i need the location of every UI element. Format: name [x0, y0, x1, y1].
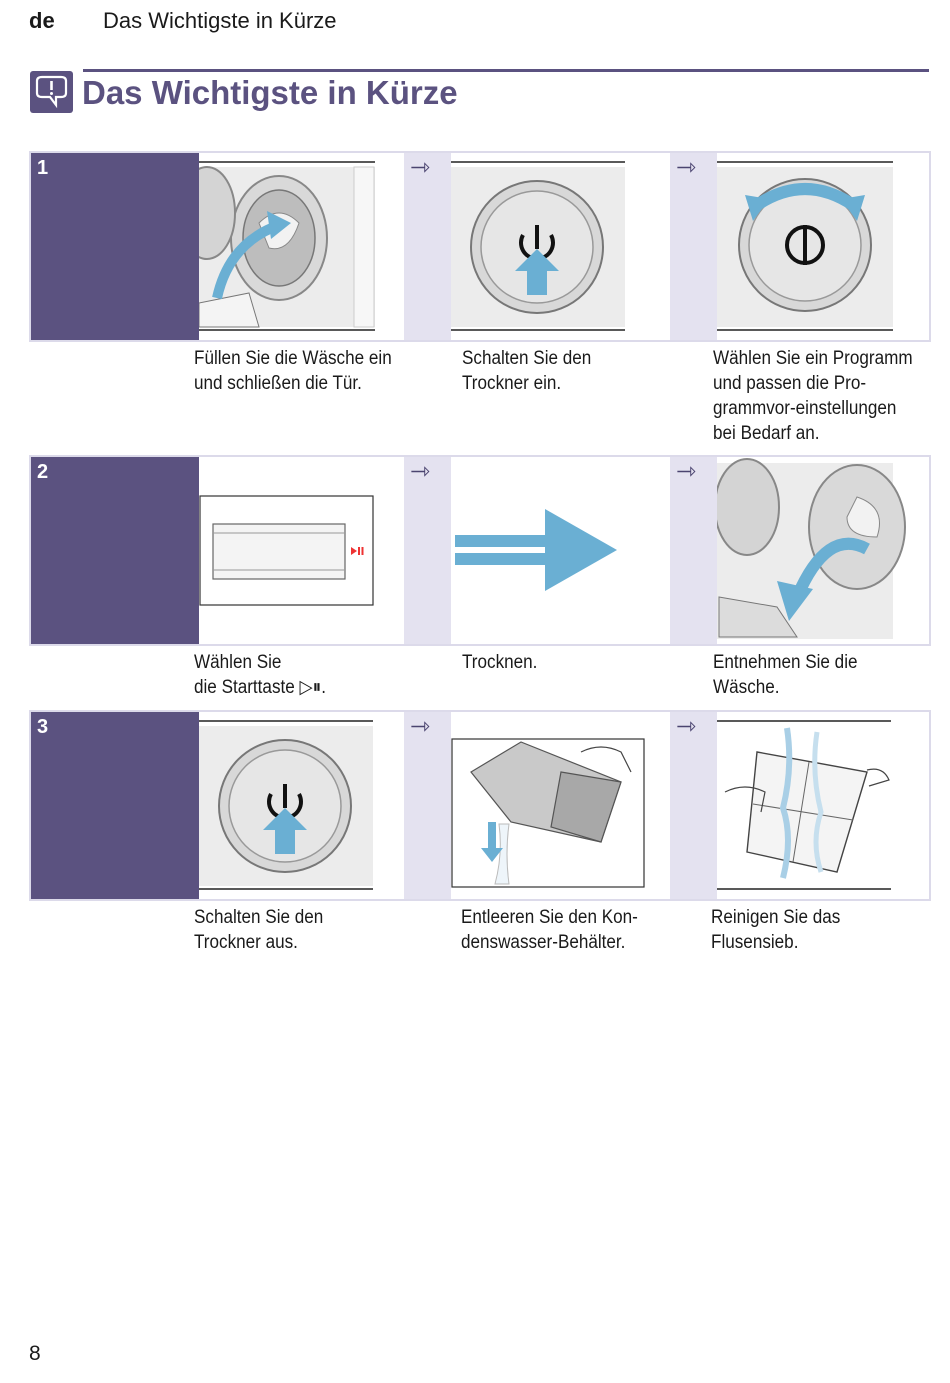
step-row-1: [29, 151, 931, 342]
illustration-start-button: [199, 457, 404, 644]
illustration-drying: [451, 457, 670, 644]
illustration-empty-water-container: [451, 712, 670, 899]
step-number-block: [31, 457, 199, 644]
caption-clean-fluff-filter: Reinigen Sie das Flusensieb.: [711, 907, 841, 953]
next-arrow-icon: ⇾: [410, 154, 431, 181]
title-rule: [83, 69, 929, 72]
caption-select-program: Wählen Sie ein Programm und passen die Pro- grammvor-einstellungen bei Bedarf an.: [713, 348, 913, 444]
page-title: Das Wichtigste in Kürze: [82, 74, 458, 111]
arrow-strip: [670, 457, 717, 644]
arrow-strip: [404, 153, 451, 340]
step-number-block: [31, 712, 199, 899]
next-arrow-icon: ⇾: [676, 154, 697, 181]
next-arrow-icon: ⇾: [410, 713, 431, 740]
arrow-strip: [670, 153, 717, 340]
next-arrow-icon: ⇾: [410, 458, 431, 485]
caption-power-on: Schalten Sie den Trockner ein.: [462, 348, 592, 394]
arrow-strip: [404, 457, 451, 644]
step-row-2: [29, 455, 931, 646]
caption-load-laundry: Füllen Sie die Wäsche ein und schließen die Tür.: [194, 348, 392, 394]
step-number: 1: [37, 157, 49, 179]
arrow-strip: [670, 712, 717, 899]
arrow-strip: [404, 712, 451, 899]
caption-empty-water-container: Entleeren Sie den Kon- denswasser-Behälter.: [461, 907, 638, 953]
caption-drying: Trocknen.: [462, 652, 538, 673]
header-section-title: Das Wichtigste in Kürze: [103, 8, 337, 33]
warning-speech-icon: [30, 71, 73, 113]
step-number-block: [31, 153, 199, 340]
illustration-load-laundry: [199, 153, 404, 340]
caption-remove-laundry: Entnehmen Sie die Wäsche.: [713, 652, 858, 698]
illustration-power-off: [199, 712, 404, 899]
caption-power-off: Schalten Sie den Trockner aus.: [194, 907, 324, 953]
next-arrow-icon: ⇾: [676, 458, 697, 485]
illustration-select-program: [717, 153, 929, 340]
next-arrow-icon: ⇾: [676, 713, 697, 740]
illustration-remove-laundry: [717, 457, 929, 644]
page-number: 8: [29, 1342, 41, 1365]
header-language: de: [29, 8, 55, 33]
illustration-power-on: [451, 153, 670, 340]
step-number: 3: [37, 716, 49, 738]
illustration-clean-fluff-filter: [717, 712, 929, 899]
step-number: 2: [37, 461, 49, 483]
step-row-3: [29, 710, 931, 901]
caption-start-button: Wählen Sie die Starttaste ▷⏸.: [194, 652, 326, 698]
